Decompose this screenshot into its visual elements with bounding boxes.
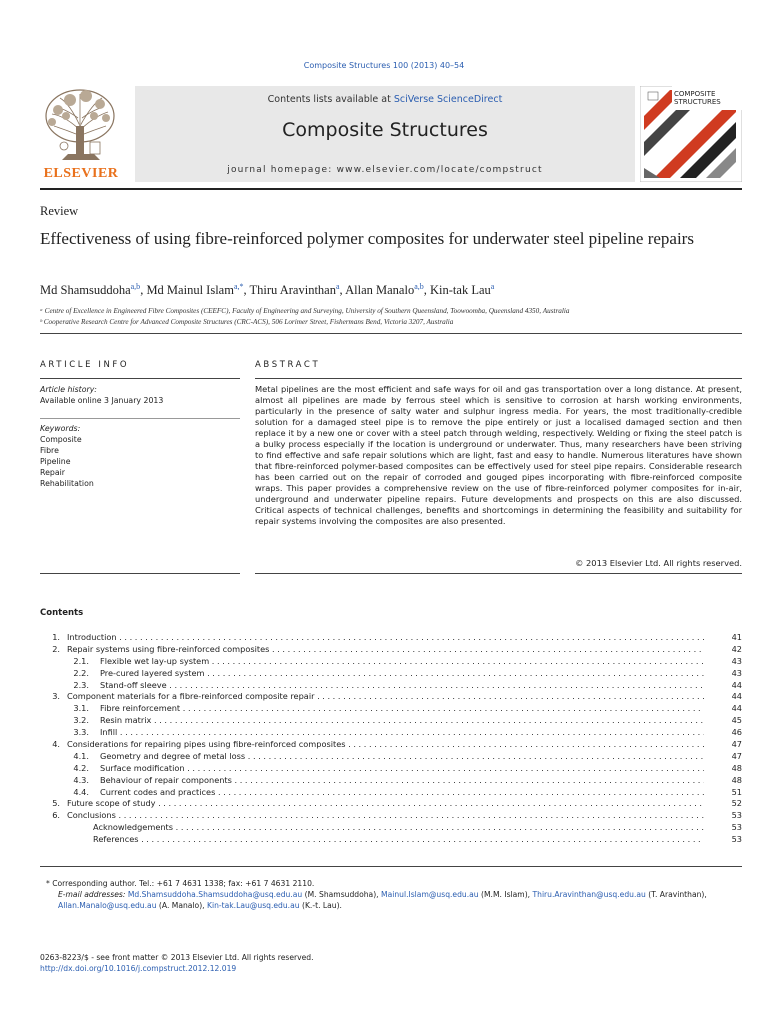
toc-entry[interactable] (40, 656, 742, 668)
toc-entry-title: Future scope of study . . . (60, 798, 704, 810)
toc-entry-page: 47 (704, 751, 742, 763)
toc-entry-number: 2.2. (73, 667, 89, 678)
toc-entry-title: Conclusions . . . (60, 810, 704, 822)
corresponding-author-footnote (40, 878, 742, 911)
toc-entry-page: 48 (704, 763, 742, 775)
toc-entry-number: 2. (52, 643, 60, 654)
toc-entry-page: 48 (704, 775, 742, 787)
toc-entry-title: Acknowledgements . . . (60, 822, 704, 834)
corresponding-author-line: * Corresponding author. Tel.: +61 7 4631 1338; fax: +61 7 4631 2110. (46, 879, 315, 888)
toc-entry-page: 53 (704, 822, 742, 834)
toc-entry[interactable] (40, 798, 742, 810)
email-owner: (A. Manalo), (156, 901, 207, 910)
toc-entry[interactable] (40, 739, 742, 751)
toc-entry-page: 43 (704, 668, 742, 680)
author-affiliation-marker[interactable]: a (335, 282, 340, 291)
toc-entry-page: 44 (704, 691, 742, 703)
toc-entry[interactable] (40, 644, 742, 656)
toc-entry-page: 52 (704, 798, 742, 810)
affiliation-divider (40, 333, 742, 334)
elsevier-logo[interactable] (40, 86, 122, 182)
elsevier-tree-icon (40, 86, 122, 166)
contents-prefix: Contents lists available at (267, 94, 394, 105)
contents-heading: Contents (40, 608, 84, 618)
keyword-item: Rehabilitation (40, 479, 94, 488)
toc-entry-title: References . . . (60, 834, 704, 846)
toc-entry-page: 44 (704, 703, 742, 715)
toc-entry-page: 44 (704, 680, 742, 692)
toc-entry-title: Geometry and degree of metal loss . . . (89, 751, 704, 763)
toc-entry[interactable] (40, 763, 742, 775)
affiliation-a: ᵃ Centre of Excellence in Engineered Fibre Composites (CEEFC), Faculty of Engineering and Surveying, University of Southern Queensland, Toowoomba, Queensland 4350, Australia (40, 307, 570, 315)
cover-title-line1: COMPOSITE (674, 90, 716, 98)
abstract-heading: ABSTRACT (255, 360, 321, 370)
toc-entry[interactable] (40, 751, 742, 763)
author-separator: , (423, 283, 431, 298)
journal-masthead (40, 86, 742, 182)
toc-entry-number: 5. (52, 798, 60, 809)
toc-entry-page: 53 (704, 810, 742, 822)
toc-entry-number: 6. (52, 810, 60, 821)
toc-entry[interactable] (40, 715, 742, 727)
toc-entry-number (40, 834, 60, 846)
toc-entry-number: 4.3. (73, 774, 89, 785)
toc-entry-number: 4.2. (73, 762, 89, 773)
email-link[interactable]: Md.Shamsuddoha.Shamsuddoha@usq.edu.au (127, 890, 303, 899)
author-separator: , (243, 283, 250, 298)
history-label: Article history: (40, 385, 97, 394)
footnote-divider (40, 866, 742, 867)
masthead-divider (40, 188, 742, 190)
author-separator: , (339, 283, 346, 298)
toc-entry[interactable] (40, 668, 742, 680)
cover-title-line2: STRUCTURES (674, 98, 721, 106)
toc-entry-title: Current codes and practices . . . (89, 787, 704, 799)
keyword-item: Fibre (40, 446, 59, 455)
toc-entry-page: 51 (704, 787, 742, 799)
email-label: E-mail addresses: (58, 890, 126, 899)
toc-entry[interactable] (40, 834, 742, 846)
issn-line: 0263-8223/$ - see front matter © 2013 Elsevier Ltd. All rights reserved. (40, 953, 314, 962)
author-name[interactable]: Thiru Aravinthan (249, 283, 336, 298)
toc-entry-title: Flexible wet lay-up system . . . (89, 656, 704, 668)
author-list (40, 282, 494, 298)
toc-entry-title: Infill . . . (89, 727, 704, 739)
keyword-item: Composite (40, 435, 82, 444)
toc-entry-page: 41 (704, 632, 742, 644)
doi-link[interactable]: http://dx.doi.org/10.1016/j.compstruct.2012.12.019 (40, 964, 237, 973)
email-owner: (M.M. Islam), (478, 890, 533, 899)
toc-entry[interactable] (40, 822, 742, 834)
toc-entry-number: 3.1. (73, 703, 89, 714)
toc-entry-page: 45 (704, 715, 742, 727)
toc-entry-number: 2.1. (73, 655, 89, 666)
toc-entry-page: 43 (704, 656, 742, 668)
toc-entry-title: Behaviour of repair components . . . (89, 775, 704, 787)
toc-entry[interactable] (40, 680, 742, 692)
affiliation-b: ᵇ Cooperative Research Centre for Advanced Composite Structures (CRC-ACS), 506 Lorimer Street, Fishermans Bend, Victoria 3207, Australia (40, 318, 454, 326)
keywords-block (40, 423, 94, 489)
toc-entry-title: Component materials for a fibre-reinforced composite repair . . . (60, 691, 704, 703)
toc-entry-number: 3. (52, 691, 60, 702)
email-link[interactable]: Thiru.Aravinthan@usq.edu.au (532, 890, 646, 899)
email-link[interactable]: Kin-tak.Lau@usq.edu.au (207, 901, 300, 910)
toc-entry-page: 47 (704, 739, 742, 751)
sciencedirect-link[interactable]: SciVerse ScienceDirect (393, 94, 503, 105)
author-affiliation-marker[interactable]: a (490, 282, 495, 291)
article-history (40, 384, 163, 406)
article-title: Effectiveness of using fibre-reinforced polymer composites for underwater steel pipeline repairs (40, 229, 694, 248)
page-footer (40, 952, 314, 974)
toc-entry-number: 4. (52, 739, 60, 750)
author-name[interactable]: Kin-tak Lau (430, 283, 491, 298)
table-of-contents (40, 632, 742, 846)
toc-entry[interactable] (40, 691, 742, 703)
toc-entry-page: 46 (704, 727, 742, 739)
toc-entry-title: Stand-off sleeve . . . (89, 680, 704, 692)
toc-entry-title: Fibre reinforcement . . . (89, 703, 704, 715)
journal-banner (135, 86, 635, 182)
toc-entry[interactable] (40, 810, 742, 822)
toc-entry-title: Pre-cured layered system . . . (89, 668, 704, 680)
keywords-label: Keywords: (40, 424, 81, 433)
toc-entry-number: 2.3. (73, 679, 89, 690)
email-link[interactable]: Allan.Manalo@usq.edu.au (58, 901, 157, 910)
email-addresses (40, 889, 742, 911)
journal-homepage[interactable]: journal homepage: www.elsevier.com/locate/compstruct (227, 165, 543, 175)
email-owner: (M. Shamsuddoha), (302, 890, 382, 899)
toc-entry-title: Repair systems using fibre-reinforced composites . . . (60, 644, 704, 656)
toc-entry[interactable] (40, 632, 742, 644)
article-info-rule-bottom (40, 573, 240, 574)
abstract-text: Metal pipelines are the most efficient and safe ways for oil and gas transportation over a long distance. At present, almost all pipelines are made by ferrous steel which is sensitive to corrosion at harsh working environments, particularly in the presence of salty water and sulphur ingress media. For years, the most traditionally-credible solution for a damaged steel pipe is to remove the pipe entirely or just a localised damaged section and then replace it by a new one or cover with a steel patch through welding, respectively. Welding or fixing the steel patch is a bulky process especially if the location is underground or underwater. Thus, many researchers have been striving to find effective and safe repair solutions which are light, fast and easy to handle. Numerous literatures have shown that fibre-reinforced polymer-based composites can be effectively used for steel pipe repairs. Considerable research has been carried out on the repair of corroded and gouged pipes incorporating with fibre-reinforced composite wraps. This paper provides a comprehensive review on the use of fibre-reinforced polymer composites for in-air, underground and underwater pipeline repairs. Future developments and prospects on this are also discussed. Critical aspects of technical challenges, benefits and shortcomings in determining the feasibility and suitability for repair systems involving the composites are also presented. (255, 384, 742, 526)
author-affiliation-marker[interactable]: a,b (414, 282, 424, 291)
author-affiliation-marker[interactable]: a,* (233, 282, 244, 291)
journal-title: Composite Structures (282, 119, 488, 141)
keyword-item: Repair (40, 468, 65, 477)
author-separator: , (140, 283, 147, 298)
author-name[interactable]: Md Mainul Islam (146, 283, 234, 298)
toc-entry-title: Considerations for repairing pipes using fibre-reinforced composites . . . (60, 739, 704, 751)
email-owner: (K.-t. Lau). (299, 901, 342, 910)
history-value: Available online 3 January 2013 (40, 396, 164, 405)
elsevier-wordmark: ELSEVIER (43, 166, 119, 181)
abstract-copyright: © 2013 Elsevier Ltd. All rights reserved. (575, 558, 742, 568)
toc-entry[interactable] (40, 703, 742, 715)
toc-entry-title: Surface modification . . . (89, 763, 704, 775)
toc-entry[interactable] (40, 727, 742, 739)
toc-entry-title: Introduction . . . (60, 632, 704, 644)
journal-cover-image[interactable] (640, 86, 742, 182)
toc-entry[interactable] (40, 775, 742, 787)
journal-citation-link[interactable]: Composite Structures 100 (2013) 40–54 (303, 61, 465, 70)
abstract-rule-top (255, 378, 742, 379)
toc-entry-page: 53 (704, 834, 742, 846)
email-owner: (T. Aravinthan), (645, 890, 707, 899)
author-affiliation-marker[interactable]: a,b (130, 282, 141, 291)
toc-entry-number: 4.1. (73, 750, 89, 761)
toc-entry-number: 3.2. (73, 715, 89, 726)
article-info-heading: ARTICLE INFO (40, 360, 130, 370)
toc-entry-number (40, 822, 60, 834)
author-name[interactable]: Md Shamsuddoha (40, 283, 131, 298)
article-info-rule-top (40, 378, 240, 379)
article-info-rule-middle (40, 418, 240, 419)
email-link[interactable]: Mainul.Islam@usq.edu.au (381, 890, 479, 899)
toc-entry-number: 3.3. (73, 727, 89, 738)
cover-title (674, 90, 721, 106)
article-type-label: Review (40, 204, 79, 218)
toc-entry-number: 4.4. (73, 786, 89, 797)
toc-entry-title: Resin matrix . . . (89, 715, 704, 727)
toc-entry[interactable] (40, 787, 742, 799)
contents-available-line (135, 94, 635, 105)
toc-entry-number: 1. (52, 632, 60, 642)
keyword-item: Pipeline (40, 457, 71, 466)
toc-entry-page: 42 (704, 644, 742, 656)
abstract-rule-bottom (255, 573, 742, 574)
author-name[interactable]: Allan Manalo (345, 283, 415, 298)
